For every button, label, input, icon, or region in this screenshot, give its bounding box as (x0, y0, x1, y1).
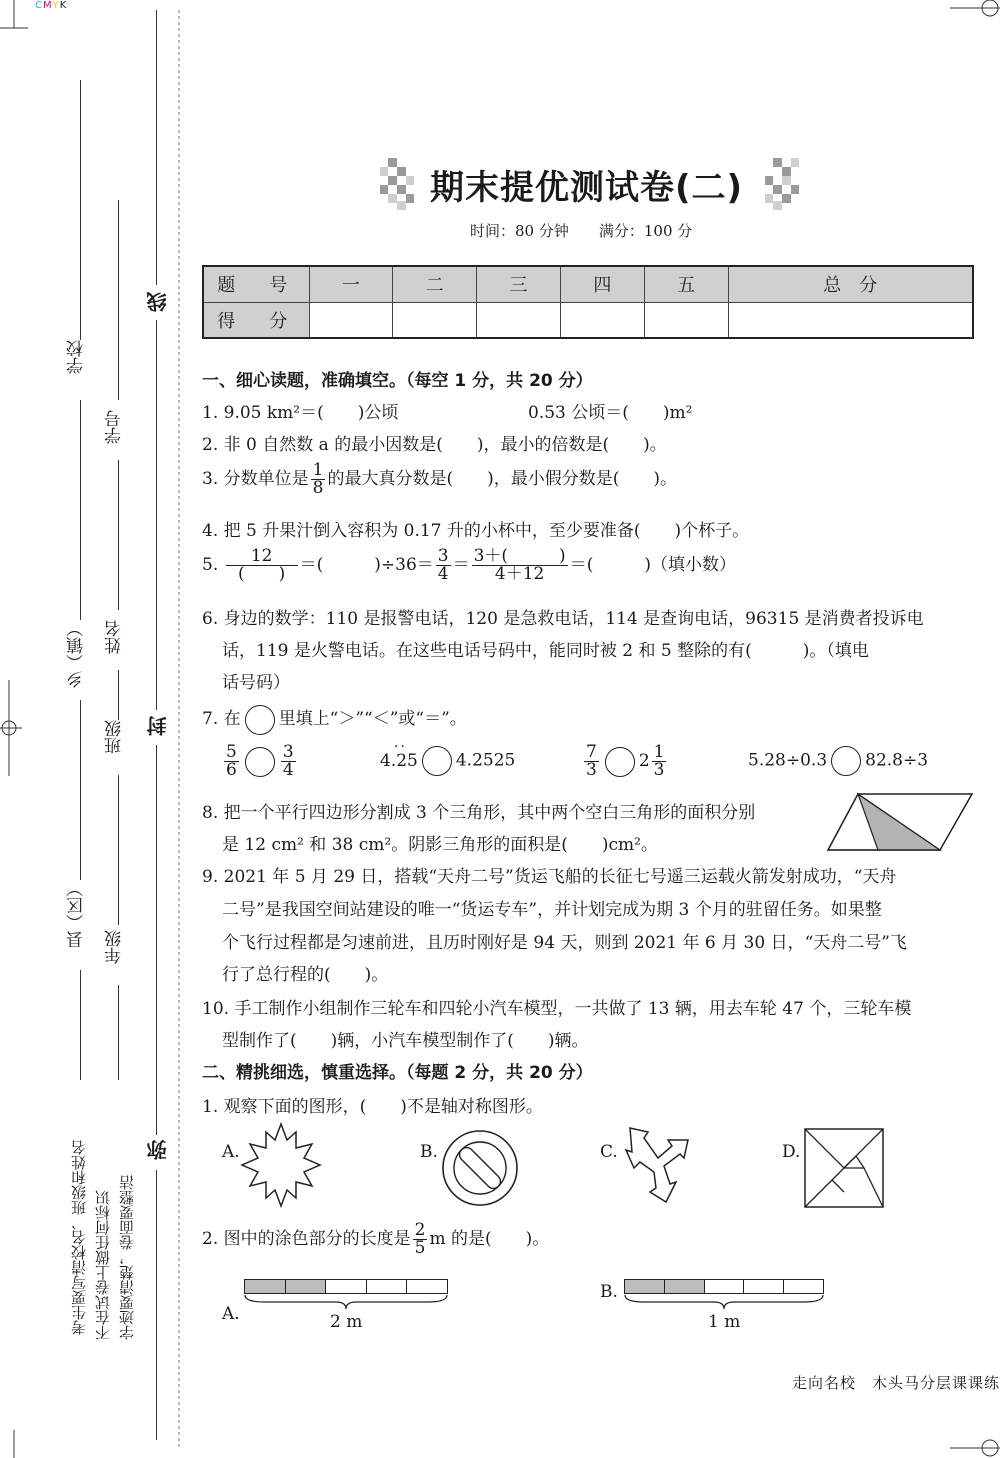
bar-b-brace-icon (624, 1294, 824, 1310)
title-checker-right-icon (765, 158, 799, 210)
bar-b-length: 1 m (708, 1312, 741, 1332)
bar-b (624, 1279, 824, 1294)
s2-q2-text: 2. 图中的涂色部分的长度是 $\frac{2}{5}$ m 的是( )。 (202, 1220, 550, 1258)
answer-circle[interactable] (831, 746, 861, 776)
q7-item-b: ·· 4.25 4.2525 (380, 746, 515, 776)
exam-time-info: 时间：80 分钟 满分：100 分 (470, 222, 693, 240)
q7-text: 7. 在 里填上“＞”“＜”或“＝”。 (202, 704, 467, 735)
q4-text: 4. 把 5 升果汁倒入容积为 0.17 升的小杯中，至少要准备( )个杯子。 (202, 521, 750, 541)
q6-line1: 6. 身边的数学：110 是报警电话，120 是急救电话，114 是查询电话，96315 是消费者投诉电 (202, 609, 924, 629)
compare-circle-icon (245, 705, 275, 735)
bar-a-length: 2 m (330, 1312, 363, 1332)
q3-text: 3. 分数单位是 $\frac{1}{8}$ 的最大真分数是( )，最小假分数是( )。 (202, 460, 677, 498)
s2-q1-option-a-label: A. (222, 1142, 240, 1162)
answer-circle[interactable] (245, 747, 275, 777)
q10-line2: 型制作了( )辆，小汽车模型制作了( )辆。 (222, 1031, 589, 1051)
s2-q1-option-d-label: D. (782, 1142, 801, 1162)
margin-student-no-label: 学号 (105, 410, 125, 444)
margin-school-label: 学校 (67, 340, 87, 374)
score-table-score-row (203, 302, 973, 338)
page-title: 期末提优测试卷(二) (430, 168, 744, 208)
no-entry-sign-icon (440, 1128, 520, 1208)
three-arrow-shape-icon (620, 1124, 696, 1208)
margin-name-label: 姓名 (105, 620, 125, 654)
score-table-header-row (203, 266, 973, 302)
score-cell[interactable] (477, 302, 561, 338)
q1-part-b: 0.53 公顷＝( )m² (528, 403, 693, 423)
score-table (202, 265, 974, 339)
score-cell[interactable] (560, 302, 644, 338)
s2-q1-text: 1. 观察下面的图形，( )不是轴对称图形。 (202, 1097, 543, 1117)
section2-title: 二、精挑细选，慎重选择。（每题 2 分，共 20 分） (202, 1063, 593, 1083)
bar-a-brace-icon (244, 1294, 448, 1310)
score-table-col: 总 分 (728, 266, 973, 302)
footer-brand: 走向名校 木头马分层课课练 (791, 1374, 1000, 1392)
q10-line1: 10. 手工制作小组制作三轮车和四轮小汽车模型，一共做了 13 辆，用去车轮 47 个，三轮车模 (202, 999, 912, 1019)
section1-title: 一、细心读题，准确填空。（每空 1 分，共 20 分） (202, 371, 593, 391)
margin-notice-2: 不在试卷上做任何标识 (94, 1190, 112, 1340)
score-table-col: 四 (560, 266, 644, 302)
bar-b-label: B. (600, 1282, 618, 1302)
q8-line2: 是 12 cm² 和 38 cm²。阴影三角形的面积是( )cm²。 (222, 835, 658, 855)
margin-grade-label: 年级 (105, 930, 125, 964)
score-cell[interactable] (309, 302, 393, 338)
score-cell[interactable] (393, 302, 477, 338)
margin-notice-3: 字迹要清楚，卷面要整洁 (118, 1175, 136, 1340)
answer-circle[interactable] (422, 746, 452, 776)
score-cell[interactable] (644, 302, 728, 338)
cut-line-xian: 线 (146, 292, 170, 312)
q6-line2: 话，119 是火警电话。在这些电话号码中，能同时被 2 和 5 整除的有( )。（填电 (222, 641, 869, 661)
score-table-col: 一 (309, 266, 393, 302)
cmyk-mark: CMYK (35, 0, 68, 11)
pinwheel-square-icon (804, 1128, 884, 1208)
margin-county-label: 县（区） (67, 880, 87, 948)
q7-item-a: $\frac{5}{6}$ $\frac{3}{4}$ (226, 742, 294, 780)
q3-fraction: $\frac{1}{8}$ (312, 460, 324, 498)
q7-item-d: 5.28÷0.3 82.8÷3 (748, 746, 928, 776)
q7-item-c: $\frac{7}{3}$ 2 $\frac{1}{3}$ (586, 742, 665, 780)
cut-line-mi: 弥 (146, 1140, 170, 1160)
q1-part-a: 1. 9.05 km²＝( )公顷 (202, 403, 399, 423)
q5-text: 5. $\frac{12}{( )}$ ＝( )÷36＝ $\frac{3}{4}$ ＝ $\frac{3+( )}{4+12}$ ＝( )（填小数） (202, 546, 736, 584)
bar-a (244, 1279, 448, 1294)
q6-line3: 话号码） (222, 673, 290, 693)
q9-line1: 9. 2021 年 5 月 29 日，搭载“天舟二号”货运飞船的长征七号遥三运载火箭发射成功，“天舟 (202, 867, 897, 887)
q2-text: 2. 非 0 自然数 a 的最小因数是( )，最小的倍数是( )。 (202, 435, 667, 455)
score-table-head-label: 题 号 (203, 266, 309, 302)
q9-line4: 行了总行程的( )。 (222, 965, 389, 985)
score-table-score-label: 得 分 (203, 302, 309, 338)
score-table-col: 三 (477, 266, 561, 302)
cut-line-feng: 封 (146, 716, 170, 736)
score-table-col: 五 (644, 266, 728, 302)
margin-township-label: 乡（镇） (67, 620, 87, 688)
s2-q1-option-b-label: B. (420, 1142, 438, 1162)
margin-class-label: 班级 (105, 720, 125, 754)
score-table-col: 二 (393, 266, 477, 302)
parallelogram-figure-icon (826, 790, 974, 854)
q9-line3: 个飞行过程都是匀速前进，且历时刚好是 94 天，则到 2021 年 6 月 30 日，“天舟二号”飞 (222, 933, 907, 953)
score-cell[interactable] (728, 302, 973, 338)
answer-circle[interactable] (605, 747, 635, 777)
q9-line2: 二号”是我国空间站建设的唯一“货运专车”，并计划完成为期 3 个月的驻留任务。如果整 (222, 900, 882, 920)
title-checker-left-icon (380, 158, 414, 210)
s2-q1-option-c-label: C. (600, 1142, 618, 1162)
margin-notice-1: 考生要写清校名、班级和姓名 (70, 1140, 88, 1335)
q8-line1: 8. 把一个平行四边形分割成 3 个三角形，其中两个空白三角形的面积分别 (202, 803, 756, 823)
bar-a-label: A. (222, 1304, 240, 1324)
six-point-star-shape-icon (240, 1122, 322, 1208)
